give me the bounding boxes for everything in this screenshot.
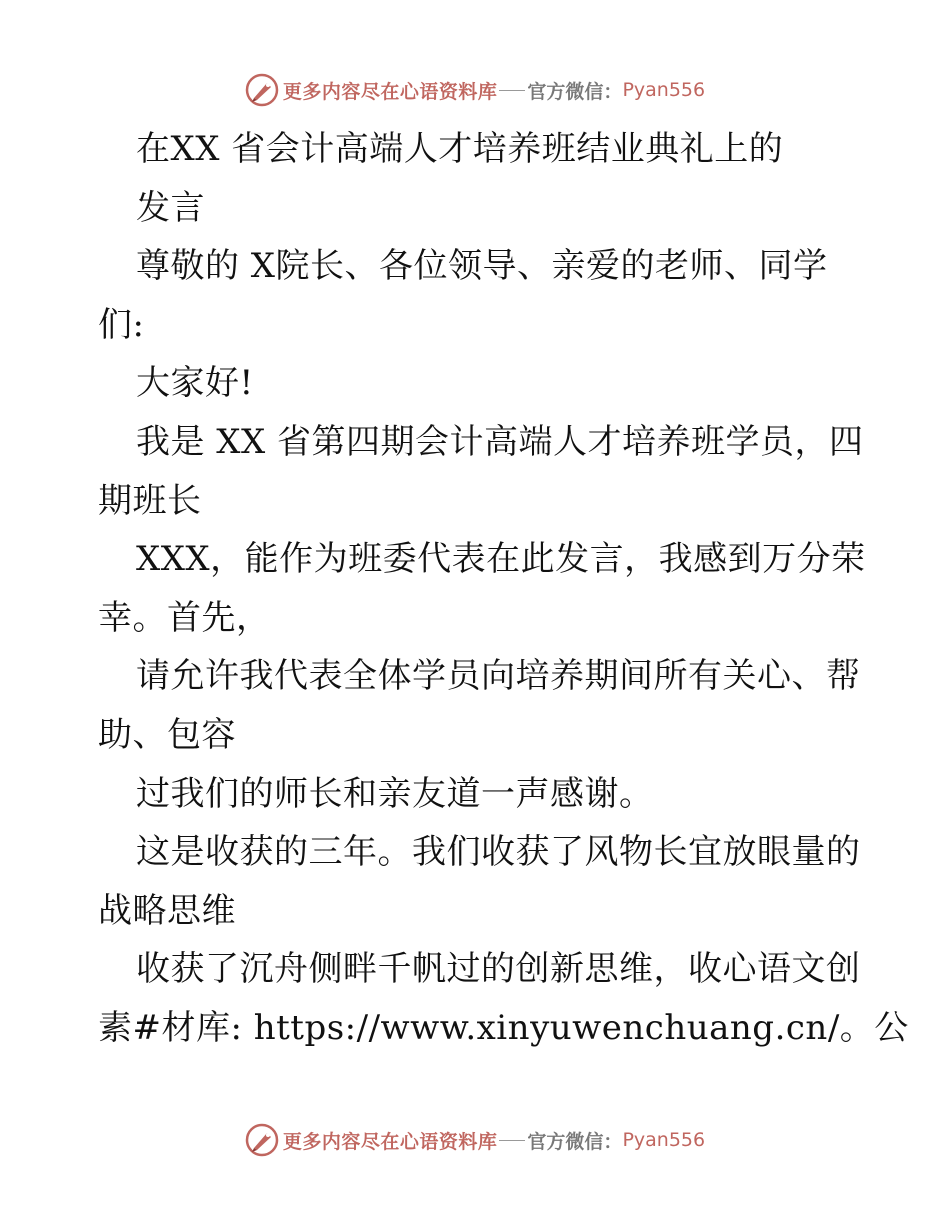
- text-line: 我是 XX 省第四期会计高端人才培养班学员，四: [136, 421, 864, 462]
- wechat-label: 官方微信：: [527, 80, 623, 103]
- pen-logo-icon: [245, 1123, 279, 1157]
- text-line: 战略思维: [98, 890, 236, 931]
- text-line: 期班长: [98, 480, 202, 521]
- text-line: 幸。首先，: [98, 597, 271, 638]
- text-line: 尊敬的 X院长、各位领导、亲爱的老师、同学: [136, 246, 828, 287]
- text-line: 过我们的师长和亲友道一声感谢。: [136, 773, 654, 814]
- pen-logo-icon: [245, 73, 279, 107]
- text-line: 在XX 省会计高端人才培养班结业典礼上的: [136, 129, 784, 169]
- header-watermark-banner: [0, 70, 950, 110]
- footer-watermark-banner: [0, 1120, 950, 1160]
- text-line: 这是收获的三年。我们收获了风物长宜放眼量的: [136, 832, 861, 873]
- text-line: 大家好!: [136, 363, 254, 404]
- text-line: 素#材库: https://www.xinyuwenchuang.cn/。公: [98, 1007, 909, 1048]
- promo-text: 更多内容尽在心语资料库: [282, 1130, 498, 1153]
- banner-divider: [499, 90, 525, 91]
- wechat-id: Pyan556: [622, 1129, 706, 1151]
- text-line: 们:: [98, 304, 145, 345]
- text-line: 助、包容: [98, 714, 236, 755]
- text-line: 请允许我代表全体学员向培养期间所有关心、帮: [136, 656, 861, 697]
- wechat-id: Pyan556: [622, 79, 706, 101]
- document-body: [98, 120, 909, 1058]
- text-line: 收获了沉舟侧畔千帆过的创新思维，收心语文创: [136, 949, 861, 990]
- banner-divider: [499, 1140, 525, 1141]
- text-line: 发言: [136, 187, 205, 228]
- text-line: XXX，能作为班委代表在此发言，我感到万分荣: [136, 539, 866, 580]
- promo-text: 更多内容尽在心语资料库: [282, 80, 498, 103]
- wechat-label: 官方微信：: [527, 1130, 623, 1153]
